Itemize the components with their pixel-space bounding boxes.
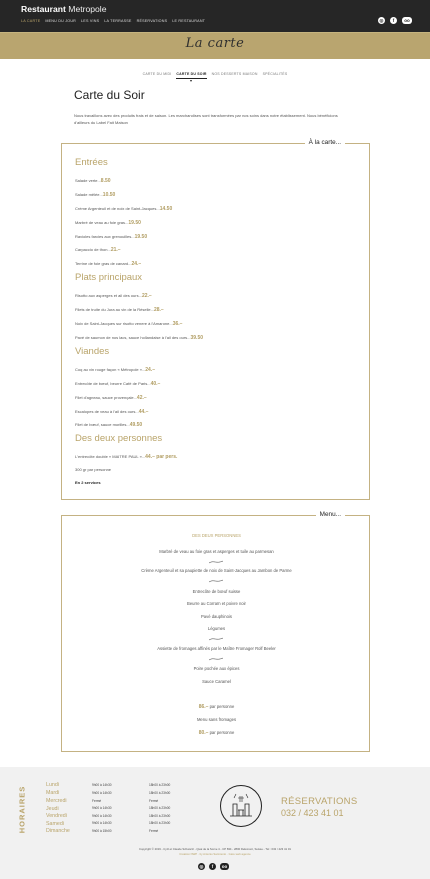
subtabs bbox=[0, 72, 430, 78]
item-name: L'entrecôte double « MAITRE PAUL »... bbox=[75, 454, 146, 459]
item-price: 40.– bbox=[150, 381, 161, 387]
menu-item bbox=[75, 293, 152, 299]
item-name: Carpaccio de thon... bbox=[75, 247, 111, 252]
tripadvisor-icon[interactable]: oo bbox=[221, 864, 228, 869]
hours-midi: 9h00 à 14h30 bbox=[92, 821, 112, 825]
hours-soir: 18h00 à 23h00 bbox=[149, 806, 171, 810]
hours-midi: 9h00 à 14h30 bbox=[92, 806, 112, 810]
copyright: Copyright © 2019 - Cyril et Claude Schwartz - Quai de la Sorne 4 - CP 834 - 2800 Delémont, Suisse - Tél : 032 / 423 41 01 bbox=[139, 847, 291, 851]
hours-midi: 9h00 à 14h30 bbox=[92, 814, 112, 818]
brand-logo[interactable] bbox=[21, 4, 107, 14]
top-bar bbox=[0, 0, 430, 32]
nav-les-vins[interactable]: LES VINS bbox=[81, 19, 100, 23]
menu-item bbox=[75, 206, 172, 212]
carte-box bbox=[61, 139, 370, 500]
menu-price: 86.– bbox=[198, 704, 209, 710]
main-nav bbox=[21, 19, 205, 23]
tab-desserts-maison[interactable]: NOS DESSERTS MAISON bbox=[211, 72, 258, 76]
hours-midi: 9h00 à 14h30 bbox=[92, 791, 112, 795]
menu-course: Beurre au Corraïn et poivre noir bbox=[187, 601, 246, 606]
menu-item bbox=[75, 395, 147, 401]
banner-title: La carte bbox=[185, 36, 245, 51]
menu-item bbox=[75, 381, 160, 387]
nav-la-carte[interactable]: LA CARTE bbox=[21, 19, 41, 23]
item-name: Coq au vin rouge façon « Métropole »... bbox=[75, 367, 146, 372]
item-price: 24.– bbox=[145, 367, 155, 373]
menu-item bbox=[75, 178, 111, 184]
item-price: 44.– par pers. bbox=[145, 454, 178, 460]
item-name: Pavé de saumon de nos lacs, sauce hollandaise à l'ail des ours... bbox=[75, 335, 191, 340]
hours-soir: 18h00 à 23h00 bbox=[149, 783, 171, 787]
item-name: Entrecôte de bœuf, beurre Café de Paris... bbox=[75, 381, 151, 386]
reservations-phone[interactable]: 032 / 423 41 01 bbox=[281, 808, 344, 818]
menu-box bbox=[61, 511, 370, 752]
day-label: Dimanche bbox=[46, 828, 70, 834]
item-price: 21.– bbox=[110, 247, 121, 253]
item-price: 19.50 bbox=[128, 220, 141, 226]
hours-midi: 9h00 à 15h00 bbox=[92, 829, 112, 833]
menu-item bbox=[75, 422, 142, 428]
tab-carte-du-soir[interactable]: CARTE DU SOIR bbox=[176, 72, 207, 76]
restaurant-emblem bbox=[220, 785, 262, 827]
hours-title: HORAIRES bbox=[17, 785, 27, 834]
swirl-divider bbox=[208, 637, 224, 641]
footer-social bbox=[198, 863, 229, 870]
menu-item bbox=[75, 192, 115, 198]
instagram-icon[interactable]: ◎ bbox=[379, 17, 384, 23]
section-plats: Plats principaux bbox=[75, 272, 143, 283]
section-deux-personnes: Des deux personnes bbox=[75, 433, 163, 444]
page-banner bbox=[0, 32, 430, 59]
menu-item bbox=[75, 261, 141, 267]
item-name: Noix de Saint-Jacques sur risotto venere à l'Amarone... bbox=[75, 321, 173, 326]
hours-soir: 18h00 à 23h00 bbox=[149, 814, 171, 818]
menu-course: Légumes bbox=[207, 626, 226, 631]
intro-text: Nous travaillons avec des produits frais et de saison. Les marchandises sont transformées par nos soins dans notre établissement. Nous bénéficions d'ailleurs du Label Fait Maison bbox=[74, 113, 338, 125]
tripadvisor-icon[interactable]: oo bbox=[402, 17, 412, 24]
menu-price-line bbox=[62, 730, 371, 736]
hours-soir: 18h00 à 23h00 bbox=[149, 791, 171, 795]
item-price: 39.50 bbox=[190, 335, 204, 341]
menu-course: Poire pochée aux épices bbox=[193, 666, 240, 671]
item-name: Salade mêlée... bbox=[75, 192, 103, 197]
credits[interactable]: Création NWP · by Antonio Sarmiento · Gère web agence bbox=[179, 852, 251, 856]
menu-course: Entrecôte de bœuf suisse bbox=[192, 589, 241, 594]
item-price: 28.– bbox=[153, 307, 164, 313]
item-price: 8.50 bbox=[100, 178, 111, 184]
reservations-title: RÉSERVATIONS bbox=[281, 796, 358, 807]
menu-price: 80.– bbox=[198, 730, 209, 736]
terrace-illustration-icon bbox=[221, 786, 261, 826]
menu-course: Crème Argenteuil et sa paupiette de noix de Saint-Jacques au Jambon de Parme bbox=[141, 568, 292, 573]
swirl-divider bbox=[208, 657, 224, 661]
menu-item bbox=[75, 234, 147, 240]
nav-la-terrasse[interactable]: LA TERRASSE bbox=[104, 19, 132, 23]
menu-item bbox=[75, 307, 164, 313]
item-name: Filet d'agneau, sauce provençale... bbox=[75, 395, 137, 400]
nav-menu-du-jour[interactable]: MENU DU JOUR bbox=[45, 19, 77, 23]
facebook-icon[interactable]: f bbox=[390, 17, 397, 24]
menu-item bbox=[75, 454, 177, 460]
item-price: 44.– bbox=[138, 409, 149, 415]
hours-midi: 9h00 à 14h30 bbox=[92, 783, 112, 787]
item-price: 49.50 bbox=[129, 422, 143, 428]
weight-note: 300 gr par personne bbox=[75, 467, 112, 472]
item-name: Crème Argenteuil et de noix de Saint-Jacques... bbox=[75, 206, 160, 211]
menu-price-label: par personne bbox=[208, 730, 235, 735]
item-price: 22.– bbox=[141, 293, 152, 299]
swirl-divider bbox=[208, 579, 224, 583]
item-price: 19.50 bbox=[134, 234, 148, 240]
item-name: Risotto aux asperges et ail des ours... bbox=[75, 293, 142, 298]
menu-sans-fromages: Menu sans fromages bbox=[196, 717, 237, 722]
menu-course: Marbré de veau au foie gras et asperges et tuile au parmesan bbox=[159, 549, 274, 554]
item-name: Ravioles farcies aux grenouilles... bbox=[75, 234, 135, 239]
item-name: Salade verte... bbox=[75, 178, 101, 183]
menu-heading: DES DEUX PERSONNES bbox=[192, 533, 241, 538]
carte-box-label: À la carte... bbox=[305, 139, 345, 146]
menu-course: Assiette de fromages affinés par le Maître Fromager Rolf Beeler bbox=[157, 646, 276, 651]
item-name: Marbré de veau au foie gras... bbox=[75, 220, 129, 225]
day-label: Mardi bbox=[46, 790, 60, 796]
menu-course: Pavé dauphinois bbox=[201, 614, 232, 619]
item-price: 36.– bbox=[172, 321, 183, 327]
nav-le-restaurant[interactable]: LE RESTAURANT bbox=[172, 19, 206, 23]
swirl-divider bbox=[208, 560, 224, 564]
menu-price-line bbox=[62, 704, 371, 710]
day-label: Samedi bbox=[46, 821, 64, 827]
page-title: Carte du Soir bbox=[74, 88, 145, 102]
item-name: Terrine de foie gras de canard... bbox=[75, 261, 132, 266]
item-price: 14.50 bbox=[159, 206, 173, 212]
item-name: Escalopes de veau à l'ail des ours... bbox=[75, 409, 139, 414]
item-price: 10.50 bbox=[102, 192, 116, 198]
menu-price-label: par personne bbox=[208, 704, 235, 709]
day-label: Vendredi bbox=[46, 813, 67, 819]
instagram-icon[interactable]: ◎ bbox=[199, 863, 204, 869]
day-label: Lundi bbox=[46, 782, 59, 788]
menu-course: Sauce Caramel bbox=[202, 679, 231, 684]
facebook-icon[interactable]: f bbox=[209, 863, 216, 870]
brand-light: Metropole bbox=[68, 4, 107, 14]
menu-item bbox=[75, 220, 141, 226]
tab-carte-du-midi[interactable]: CARTE DU MIDI bbox=[142, 72, 172, 76]
item-price: 42.– bbox=[136, 395, 147, 401]
item-name: Filet de bœuf, sauce morilles... bbox=[75, 422, 130, 427]
tab-specialites[interactable]: SPÉCIALITÉS bbox=[262, 72, 288, 76]
item-price: 24.– bbox=[131, 261, 142, 267]
nav-reservations[interactable]: RÉSERVATIONS bbox=[136, 19, 168, 23]
menu-item bbox=[75, 367, 155, 373]
section-entrees: Entrées bbox=[75, 157, 108, 168]
hours-soir: 18h00 à 23h00 bbox=[149, 821, 171, 825]
section-viandes: Viandes bbox=[75, 346, 110, 357]
item-name: Filets de truite du Jura au vin de la Réselle... bbox=[75, 307, 154, 312]
menu-box-label: Menu... bbox=[316, 511, 345, 518]
header-social bbox=[378, 17, 412, 24]
menu-item bbox=[75, 409, 148, 415]
hours-soir: Fermé bbox=[149, 829, 159, 833]
brand-bold: Restaurant bbox=[21, 4, 66, 14]
menu-item bbox=[75, 335, 203, 341]
menu-item bbox=[75, 321, 182, 327]
hours-soir: Fermé bbox=[149, 799, 159, 803]
day-label: Mercredi bbox=[46, 798, 67, 804]
services-note: En 2 services bbox=[75, 480, 101, 485]
hours-midi: Fermé bbox=[92, 799, 102, 803]
menu-item bbox=[75, 247, 121, 253]
day-label: Jeudi bbox=[46, 806, 59, 812]
